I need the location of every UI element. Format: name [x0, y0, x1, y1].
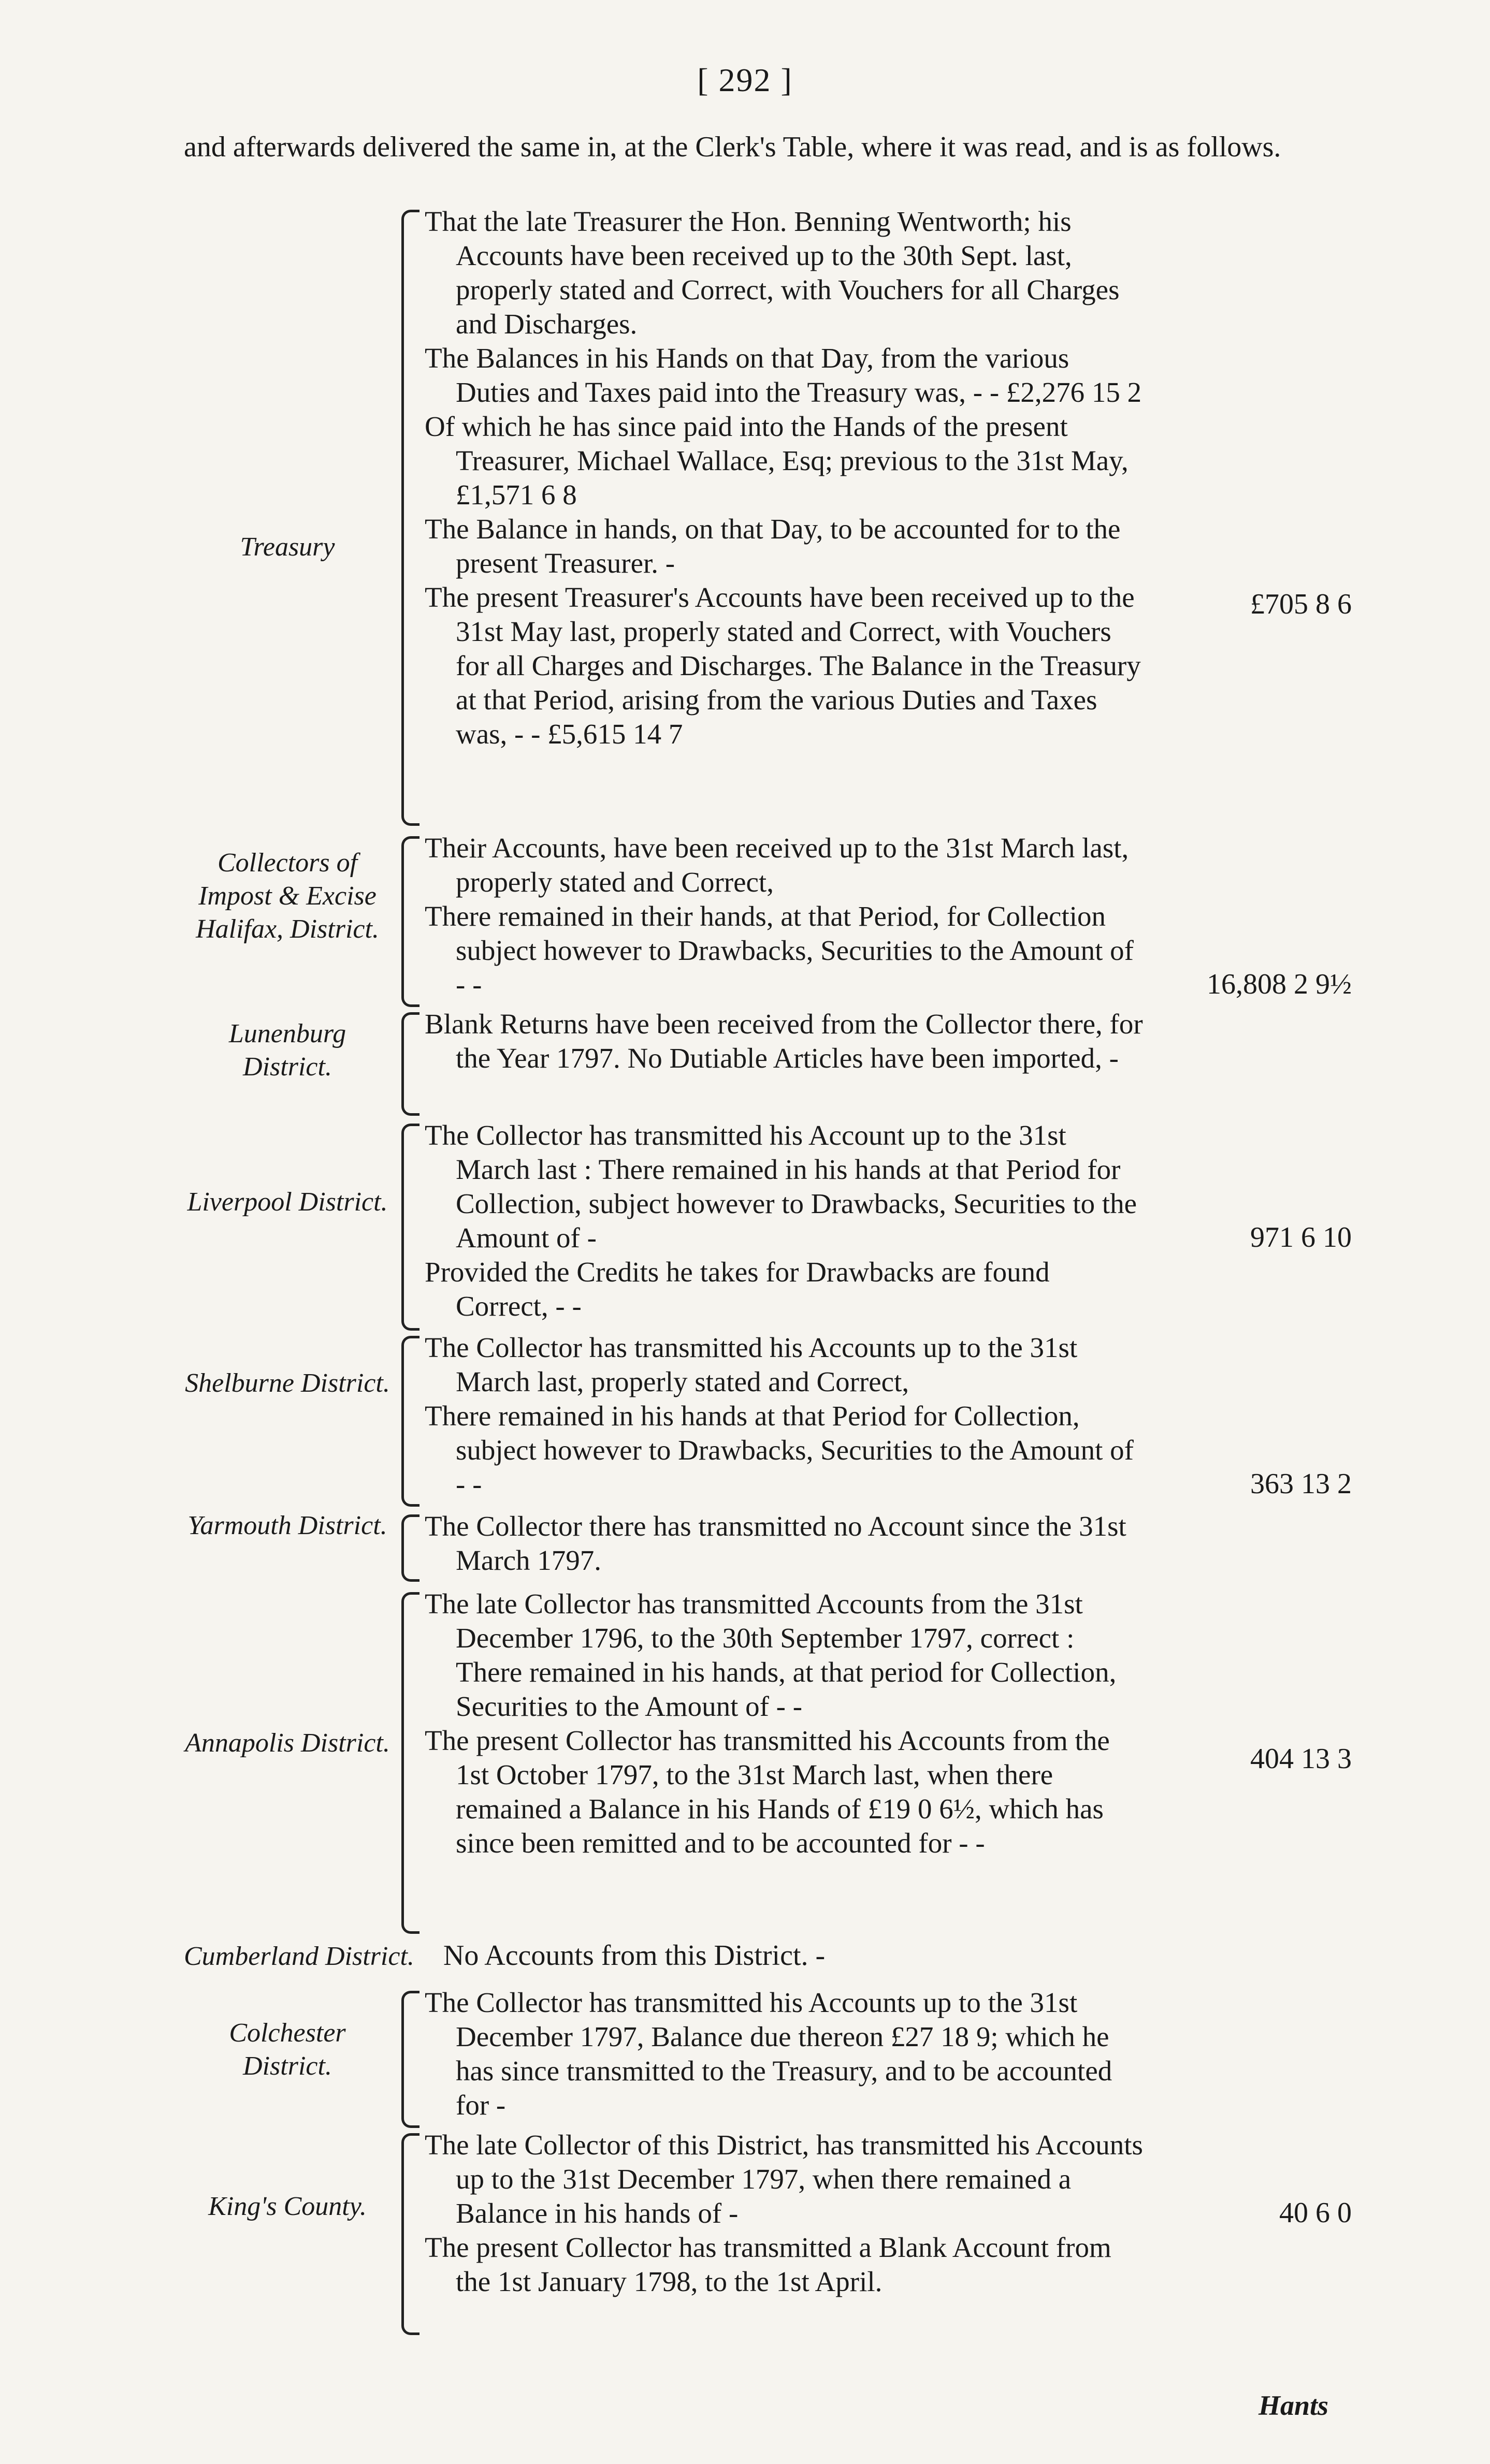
entry-text: No Accounts from this District. - [443, 1940, 826, 1972]
entry-label: Annapolis District. [185, 1728, 390, 1758]
entry-amount: 16,808 2 9½ [1207, 968, 1352, 1000]
entry-body [425, 205, 1145, 751]
entry-paragraph: The late Collector of this District, has transmitted his Accounts up to the 31st December 1797, when there remained a Balance in his hands of - [425, 2129, 1143, 2229]
entry-label: Treasury [240, 532, 335, 562]
entry-paragraph: There remained in their hands, at that Period, for Collection subject however to Drawbacks, Securities to the Amount of - - [425, 900, 1134, 1000]
entry-body [425, 1331, 1145, 1501]
entry-paragraph: The late Collector has transmitted Accounts from the 31st December 1796, to the 30th September 1797, correct : There remained in his hands, at that period for Collection, Securities to the Amount of - - [425, 1588, 1117, 1722]
entry-amount: £705 8 6 [1250, 588, 1352, 620]
entry-paragraph: The Collector has transmitted his Accounts up to the 31st December 1797, Balance due thereon £27 18 9; which he has since transmitted to the Treasury, and to be accounted for - [425, 1987, 1112, 2121]
entry-amount: 363 13 2 [1250, 1468, 1352, 1500]
brace [401, 836, 419, 1007]
entry-amount: 40 6 0 [1279, 2197, 1352, 2229]
brace [401, 1991, 419, 2128]
entry-label: Cumberland District. [184, 1942, 414, 1971]
entry-label: Shelburne District. [185, 1368, 390, 1398]
entry-body [425, 2128, 1145, 2299]
entry-paragraph: The Collector has transmitted his Accounts up to the 31st March last, properly stated and Correct, [425, 1332, 1078, 1397]
entry-label: Lunenburg District. [228, 1019, 346, 1082]
entry-paragraph: That the late Treasurer the Hon. Benning Wentworth; his Accounts have been received up to the 30th Sept. last, properly stated and Correct, with Vouchers for all Charges and Discharges. [425, 206, 1120, 340]
intro-text: and afterwards delivered the same in, at the Clerk's Table, where it was read, and is as follows. [184, 131, 1281, 163]
brace [401, 210, 419, 826]
entry-paragraph: The Collector has transmitted his Account up to the 31st March last : There remained in his hands at that Period for Collection, subject however to Drawbacks, Securities to the Amount of - [425, 1119, 1137, 1253]
entry-amount: 971 6 10 [1250, 1221, 1352, 1253]
entry-paragraph: The Collector there has transmitted no Account since the 31st March 1797. [425, 1510, 1126, 1576]
entry-paragraph: There remained in his hands at that Period for Collection, subject however to Drawbacks, Securities to the Amount of - - [425, 1400, 1134, 1500]
entry-body [425, 1118, 1145, 1323]
entry-label: Yarmouth District. [187, 1511, 387, 1540]
entry-body [425, 1007, 1145, 1075]
entry-label: Colchester District. [229, 2018, 346, 2081]
entry-paragraph: Of which he has since paid into the Hands of the present Treasurer, Michael Wallace, Esq; previous to the 31st May, £1,571 6 8 [425, 411, 1129, 511]
entry-label: Collectors of Impost & Excise Halifax, District. [196, 848, 379, 944]
entry-body [425, 1986, 1145, 2122]
entry-paragraph: Provided the Credits he takes for Drawbacks are found Correct, - - [425, 1256, 1050, 1322]
entry-paragraph: The Balance in hands, on that Day, to be accounted for to the present Treasurer. - [425, 513, 1121, 579]
catchword: Hants [1258, 2390, 1329, 2421]
page-number-header: [ 292 ] [697, 62, 793, 98]
entry-paragraph: The present Collector has transmitted his Accounts from the 1st October 1797, to the 31st March last, when there remained a Balance in his Hands of £19 0 6½, which has since been remitted and to be accounted for - - [425, 1725, 1110, 1859]
brace [401, 2133, 419, 2335]
entry-label: Liverpool District. [187, 1187, 388, 1217]
entry-body [425, 1509, 1145, 1578]
entry-label: King's County. [208, 2192, 367, 2221]
brace [401, 1514, 419, 1582]
entry-body [425, 831, 1145, 1002]
entry-body [425, 1587, 1145, 1860]
brace [401, 1124, 419, 1331]
entry-paragraph: The Balances in his Hands on that Day, from the various Duties and Taxes paid into the Treasury was, - - £2,276 15 2 [425, 342, 1142, 408]
brace [401, 1592, 419, 1934]
entry-paragraph: Blank Returns have been received from the Collector there, for the Year 1797. No Dutiable Articles have been imported, - [425, 1008, 1143, 1074]
entry-paragraph: The present Collector has transmitted a Blank Account from the 1st January 1798, to the 1st April. [425, 2232, 1111, 2297]
brace [401, 1012, 419, 1116]
entry-amount: 404 13 3 [1250, 1743, 1352, 1775]
entry-paragraph: Their Accounts, have been received up to the 31st March last, properly stated and Correct, [425, 832, 1129, 898]
entry-cumberland [184, 1939, 1323, 1972]
brace [401, 1336, 419, 1507]
entry-paragraph: The present Treasurer's Accounts have been received up to the 31st May last, properly stated and Correct, with Vouchers for all Charges and Discharges. The Balance in the Treasury at that Period, arising from the various Duties and Taxes was, - - £5,615 14 7 [425, 581, 1141, 750]
